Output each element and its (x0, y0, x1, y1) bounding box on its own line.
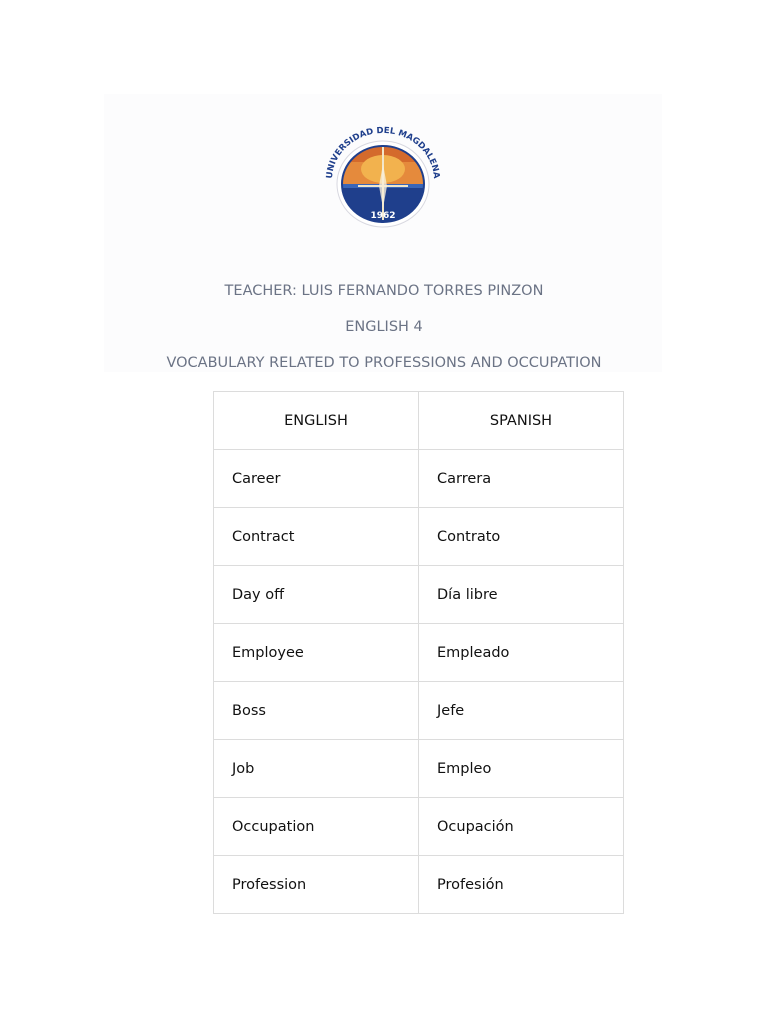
spanish-term: Empleado (419, 624, 624, 682)
table-row (214, 856, 624, 914)
logo-year: 1962 (370, 211, 396, 221)
spanish-term: Empleo (419, 740, 624, 798)
topic-title: VOCABULARY RELATED TO PROFESSIONS AND OCCUPATION (166, 355, 602, 371)
spanish-term: Contrato (419, 508, 624, 566)
english-term: Profession (214, 856, 419, 914)
spanish-term: Ocupación (419, 798, 624, 856)
table-header-row (214, 392, 624, 450)
english-term: Career (214, 450, 419, 508)
english-term: Occupation (214, 798, 419, 856)
spanish-term: Carrera (419, 450, 624, 508)
table-row (214, 508, 624, 566)
table-row (214, 740, 624, 798)
spanish-term: Jefe (419, 682, 624, 740)
teacher-name: TEACHER: LUIS FERNANDO TORRES PINZON (224, 283, 544, 299)
table-row (214, 566, 624, 624)
english-term: Employee (214, 624, 419, 682)
english-term: Day off (214, 566, 419, 624)
english-term: Contract (214, 508, 419, 566)
spanish-term: Día libre (419, 566, 624, 624)
english-term: Job (214, 740, 419, 798)
table-row (214, 682, 624, 740)
course-title: ENGLISH 4 (345, 319, 423, 335)
university-logo (318, 124, 448, 228)
logo-arc-text: UNIVERSIDAD DEL MAGDALENA (324, 125, 442, 180)
column-header-english: ENGLISH (214, 392, 419, 450)
table-row (214, 624, 624, 682)
column-header-spanish: SPANISH (419, 392, 624, 450)
spanish-term: Profesión (419, 856, 624, 914)
table-row (214, 798, 624, 856)
vocabulary-table (213, 391, 624, 914)
table-row (214, 450, 624, 508)
english-term: Boss (214, 682, 419, 740)
